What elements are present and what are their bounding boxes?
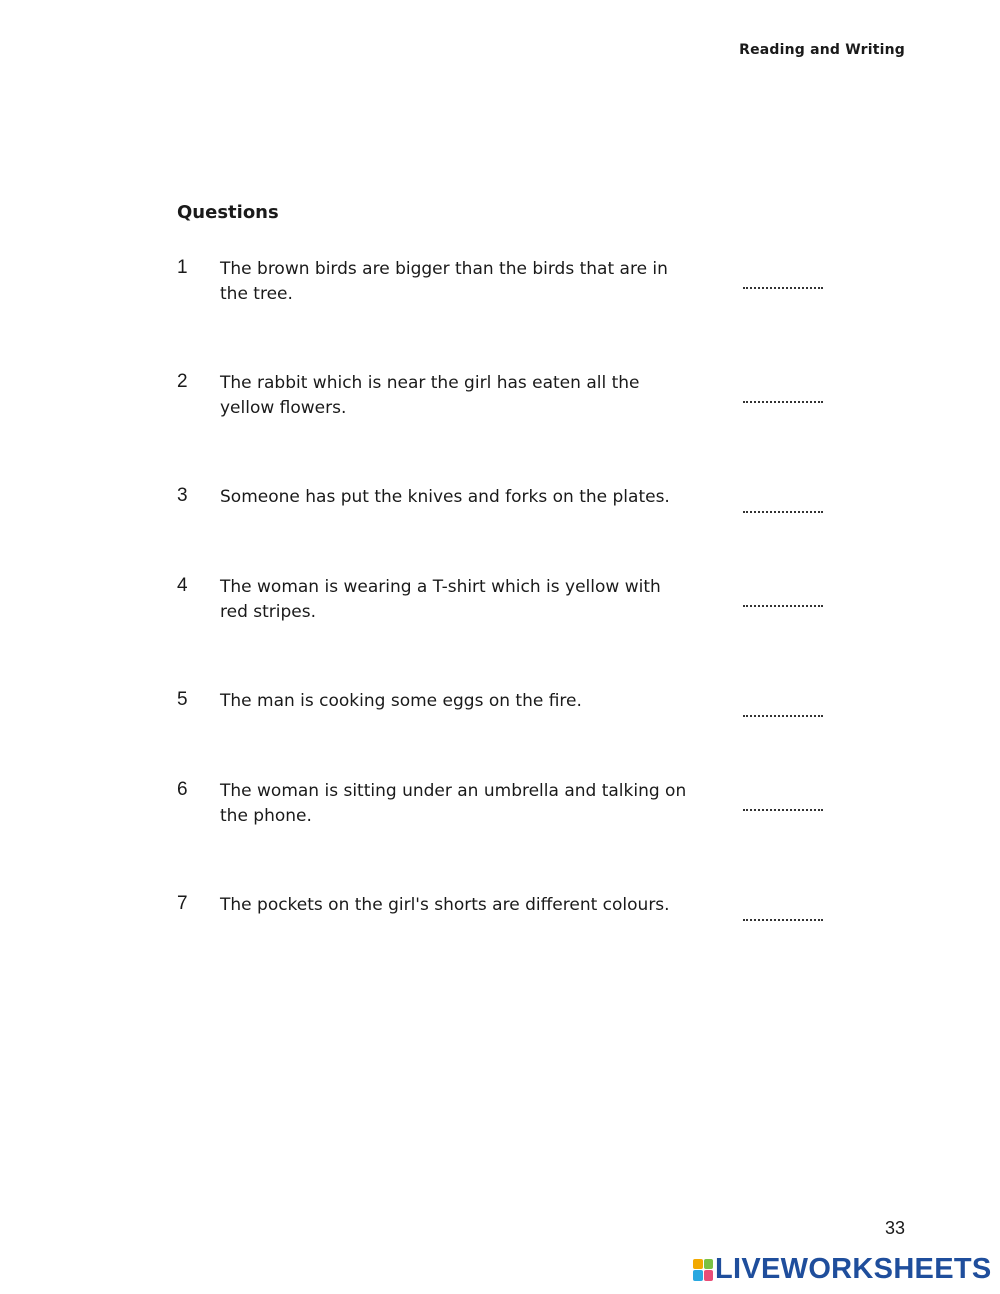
logo-tile xyxy=(704,1259,714,1270)
question-text: The woman is wearing a T-shirt which is yellow with red stripes. xyxy=(220,577,661,622)
question-text: The rabbit which is near the girl has eaten all the yellow flowers. xyxy=(220,373,640,418)
page-title: Questions xyxy=(177,202,279,223)
logo-tile xyxy=(693,1259,703,1270)
question-number: 4 xyxy=(177,575,188,596)
question-text: The brown birds are bigger than the birds that are in the tree. xyxy=(220,259,668,304)
question-item xyxy=(177,485,827,545)
question-number: 1 xyxy=(177,257,188,278)
answer-field[interactable] xyxy=(743,601,823,607)
brand-name: LIVEWORKSHEETS xyxy=(715,1253,992,1285)
answer-field[interactable] xyxy=(743,805,823,811)
question-text: The woman is sitting under an umbrella and talking on the phone. xyxy=(220,781,687,826)
question-item xyxy=(177,257,827,317)
logo-tile xyxy=(693,1270,703,1281)
question-item xyxy=(177,371,827,431)
question-number: 6 xyxy=(177,779,188,800)
question-item xyxy=(177,893,827,953)
question-number: 5 xyxy=(177,689,188,710)
section-header: Reading and Writing xyxy=(739,42,905,58)
question-text: Someone has put the knives and forks on the plates. xyxy=(220,487,670,507)
question-number: 2 xyxy=(177,371,188,392)
logo-tile xyxy=(704,1270,714,1281)
answer-field[interactable] xyxy=(743,915,823,921)
question-text: The man is cooking some eggs on the fire. xyxy=(220,691,582,711)
question-item xyxy=(177,689,827,749)
liveworksheets-logo-icon xyxy=(693,1259,713,1281)
page-number: 33 xyxy=(885,1218,906,1238)
answer-field[interactable] xyxy=(743,507,823,513)
question-text: The pockets on the girl's shorts are different colours. xyxy=(220,895,670,915)
brand-logo xyxy=(693,1253,992,1286)
answer-field[interactable] xyxy=(743,711,823,717)
question-item xyxy=(177,779,827,839)
question-number: 3 xyxy=(177,485,188,506)
question-item xyxy=(177,575,827,635)
answer-field[interactable] xyxy=(743,283,823,289)
question-number: 7 xyxy=(177,893,188,914)
answer-field[interactable] xyxy=(743,397,823,403)
